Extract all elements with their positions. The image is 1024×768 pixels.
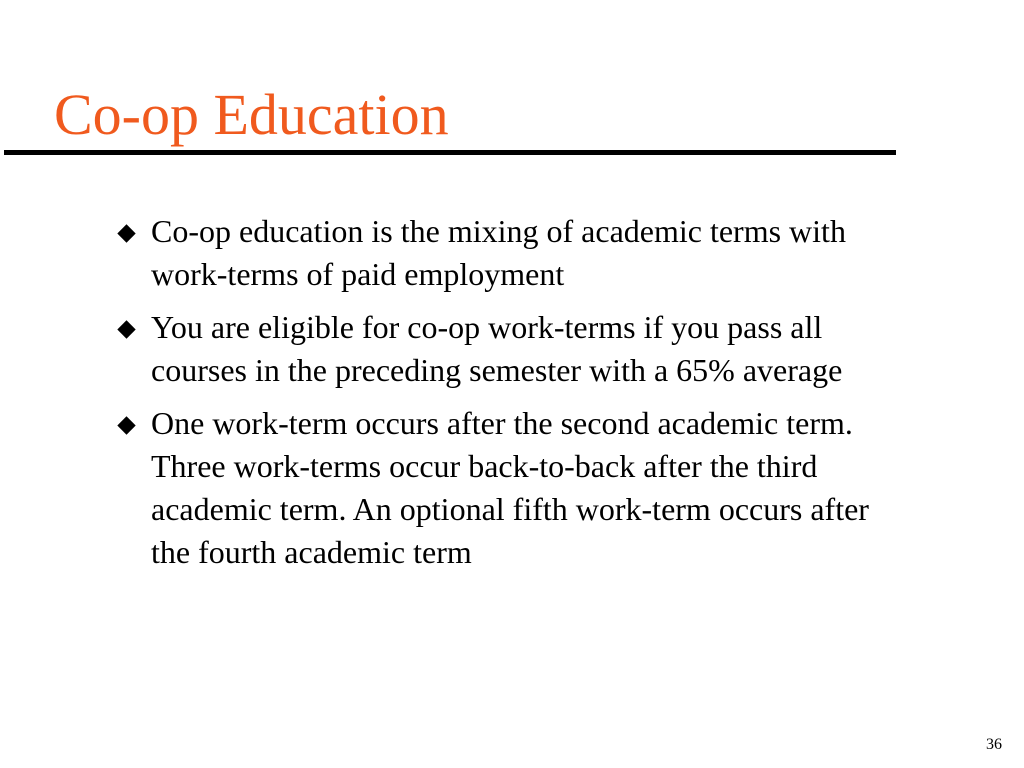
bullet-list <box>114 210 904 584</box>
diamond-bullet-icon <box>117 224 135 242</box>
title-underline <box>4 150 896 155</box>
bullet-text: One work-term occurs after the second academic term. Three work-terms occur back-to-back after the third academic term. An optional fifth work-term occurs after the fourth academic term <box>151 405 869 570</box>
page-number: 36 <box>986 736 1002 753</box>
bullet-item <box>114 306 904 392</box>
bullet-text: Co-op education is the mixing of academic terms with work-terms of paid employment <box>151 213 846 292</box>
diamond-bullet-icon <box>117 320 135 338</box>
bullet-item <box>114 210 904 296</box>
diamond-bullet-icon <box>117 416 135 434</box>
bullet-text: You are eligible for co-op work-terms if you pass all courses in the preceding semester with a 65% average <box>151 309 843 388</box>
slide-title: Co-op Education <box>54 82 449 147</box>
bullet-item <box>114 402 904 574</box>
